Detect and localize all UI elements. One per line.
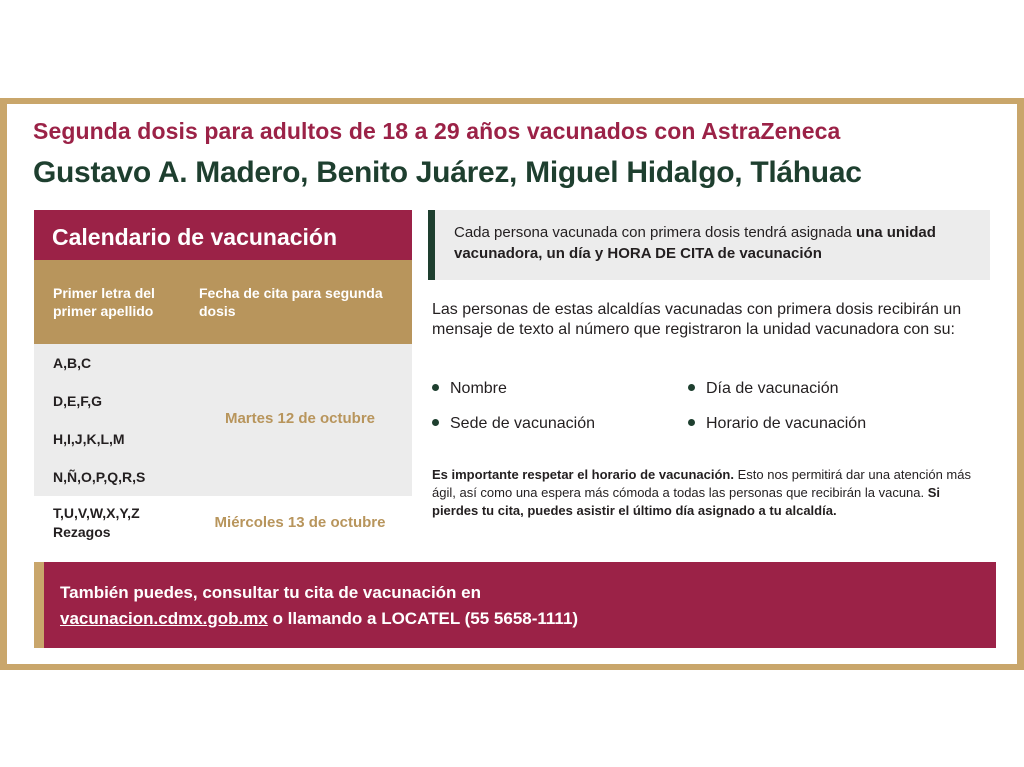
letters-row-group-2 bbox=[53, 504, 140, 542]
sms-paragraph: Las personas de estas alcaldías vacunadas con primera dosis recibirán un mensaje de texto al número que registraron la unidad vacunadora con su: bbox=[432, 301, 962, 338]
calendar-title: Calendario de vacunación bbox=[34, 210, 412, 260]
bullet-label: Día de vacunación bbox=[706, 380, 839, 397]
bullet-label: Horario de vacunación bbox=[706, 415, 867, 432]
date-group-2: Miércoles 13 de octubre bbox=[214, 514, 386, 531]
date-group-1: Martes 12 de octubre bbox=[224, 410, 376, 427]
bullet-item bbox=[432, 380, 507, 398]
footer-locatel: o llamando a LOCATEL (55 5658-1111) bbox=[267, 609, 579, 628]
heading-line-2: Gustavo A. Madero, Benito Juárez, Miguel Hidalgo, Tláhuac bbox=[33, 156, 862, 189]
bullet-label: Sede de vacunación bbox=[450, 415, 595, 432]
letters-row: Rezagos bbox=[53, 524, 111, 540]
letters-row: T,U,V,W,X,Y,Z bbox=[53, 505, 140, 521]
bullet-dot-icon bbox=[432, 384, 439, 391]
heading-line-1: Segunda dosis para adultos de 18 a 29 años vacunados con AstraZeneca bbox=[33, 118, 841, 144]
note-bold-1: Es importante respetar el horario de vacunación. bbox=[432, 467, 734, 482]
bullet-item bbox=[688, 415, 866, 433]
important-note bbox=[432, 466, 987, 520]
footer-line-2 bbox=[60, 606, 578, 632]
note-bold-2: Si pierdes tu cita, puedes asistir el último día asignado a tu alcaldía. bbox=[432, 485, 941, 518]
column-header-date: Fecha de cita para segunda dosis bbox=[199, 285, 383, 319]
bullet-item bbox=[432, 415, 595, 433]
letters-row: D,E,F,G bbox=[53, 393, 103, 409]
column-header-letters: Primer letra del primer apellido bbox=[53, 285, 155, 319]
info-text-bold: una unidad vacunadora, un día y HORA DE CITA de vacunación bbox=[454, 224, 936, 262]
footer-text bbox=[60, 580, 578, 632]
calendar-group-2 bbox=[34, 496, 412, 548]
bullet-dot-icon bbox=[432, 419, 439, 426]
bullet-dot-icon bbox=[688, 384, 695, 391]
footer-line-1: También puedes, consultar tu cita de vacunación en bbox=[60, 583, 482, 602]
bullet-dot-icon bbox=[688, 419, 695, 426]
vacunacion-link[interactable]: vacunacion.cdmx.gob.mx bbox=[60, 609, 268, 628]
info-text: Cada persona vacunada con primera dosis tendrá asignada bbox=[454, 224, 856, 241]
bullet-label: Nombre bbox=[450, 380, 507, 397]
info-box bbox=[428, 210, 990, 280]
letters-row: N,Ñ,O,P,Q,R,S bbox=[53, 469, 146, 485]
footer-banner bbox=[34, 562, 996, 648]
calendar-column-headers bbox=[34, 260, 412, 344]
calendar-group-1 bbox=[34, 344, 412, 496]
letters-row: H,I,J,K,L,M bbox=[53, 431, 125, 447]
note-text: Esto nos permitirá dar una atención más ágil, así como una espera más cómoda a todas las personas que recibirán la vacuna. bbox=[432, 467, 971, 500]
letters-row: A,B,C bbox=[53, 355, 92, 371]
bullet-item bbox=[688, 380, 839, 398]
